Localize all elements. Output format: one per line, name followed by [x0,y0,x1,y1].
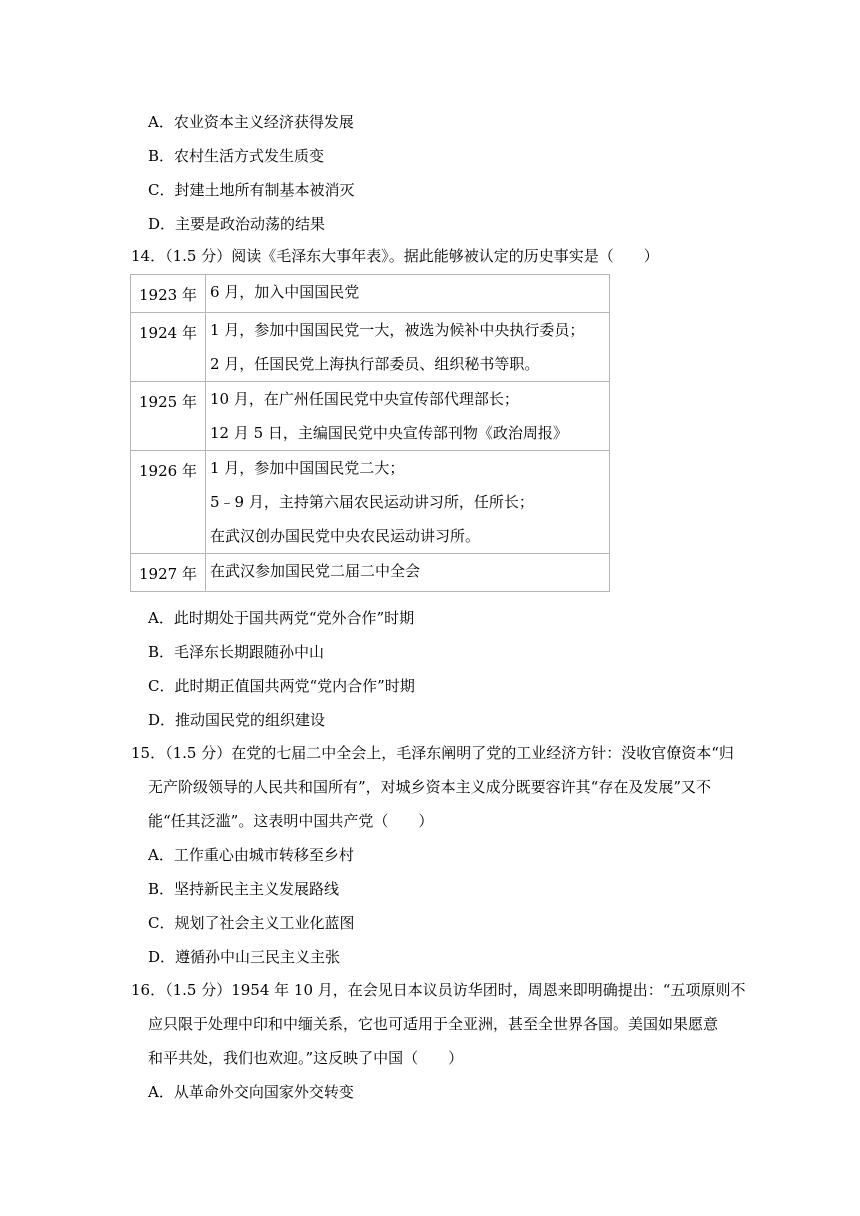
table-row [131,275,610,313]
timeline-event: 1 月，参加中国国民党二大； [210,459,405,477]
table-row [131,382,610,451]
q13-option-c: C．封建土地所有制基本被消灭 [148,181,355,199]
timeline-event: 5﹣9 月，主持第六届农民运动讲习所，任所长； [210,493,534,511]
q14-option-d: D．推动国民党的组织建设 [148,711,326,729]
q14-stem: 14．（1.5 分）阅读《毛泽东大事年表》。据此能够被认定的历史事实是（ ） [131,247,659,265]
timeline-year: 1924 年 [131,313,206,382]
q15-stem-line-2: 无产阶级领导的人民共和国所有”，对城乡资本主义成分既要容许其“存在及发展”又不 [148,778,712,796]
timeline-events [206,313,610,382]
q15-option-d: D．遵循孙中山三民主义主张 [148,948,341,966]
timeline-year: 1927 年 [131,554,206,592]
timeline-year: 1926 年 [131,451,206,554]
q15-option-b: B．坚持新民主主义发展路线 [148,880,340,898]
timeline-event: 1 月，参加中国国民党一大，被选为候补中央执行委员； [210,321,585,339]
timeline-events [206,451,610,554]
q15-stem-line-3: 能“任其泛滥”。这表明中国共产党（ ） [148,812,434,830]
mao-timeline-table [130,274,610,592]
timeline-event: 10 月，在广州任国民党中央宣传部代理部长； [210,390,519,408]
q13-option-d: D．主要是政治动荡的结果 [148,215,326,233]
timeline-event: 2 月，任国民党上海执行部委员、组织秘书等职。 [210,355,540,373]
timeline-events [206,382,610,451]
q15-stem-line-1: 15．（1.5 分）在党的七届二中全会上，毛泽东阐明了党的工业经济方针：没收官僚资本“归 [131,744,734,762]
timeline-year: 1923 年 [131,275,206,313]
timeline-year: 1925 年 [131,382,206,451]
timeline-events [206,554,610,592]
q16-stem-line-3: 和平共处，我们也欢迎。”这反映了中国（ ） [148,1049,464,1067]
timeline-event: 12 月 5 日，主编国民党中央宣传部刊物《政治周报》 [210,424,568,442]
q14-option-a: A．此时期处于国共两党“党外合作”时期 [148,609,415,627]
q16-stem-line-1: 16．（1.5 分）1954 年 10 月，在会见日本议员访华团时，周恩来即明确提出：“五项原则不 [131,981,746,999]
q16-stem-line-2: 应只限于处理中印和中缅关系，它也可适用于全亚洲，甚至全世界各国。美国如果愿意 [148,1015,719,1033]
q13-option-a: A．农业资本主义经济获得发展 [148,113,354,131]
q14-option-b: B．毛泽东长期跟随孙中山 [148,643,325,661]
timeline-event: 6 月，加入中国国民党 [210,283,360,301]
table-row [131,451,610,554]
timeline-event: 在武汉创办国民党中央农民运动讲习所。 [210,527,481,545]
q14-option-c: C．此时期正值国共两党“党内合作”时期 [148,677,415,695]
q13-option-b: B．农村生活方式发生质变 [148,147,325,165]
q16-option-a: A．从革命外交向国家外交转变 [148,1083,354,1101]
timeline-events [206,275,610,313]
table-row [131,313,610,382]
timeline-event: 在武汉参加国民党二届二中全会 [210,562,421,580]
q15-option-c: C．规划了社会主义工业化蓝图 [148,914,355,932]
q15-option-a: A．工作重心由城市转移至乡村 [148,846,354,864]
table-row [131,554,610,592]
